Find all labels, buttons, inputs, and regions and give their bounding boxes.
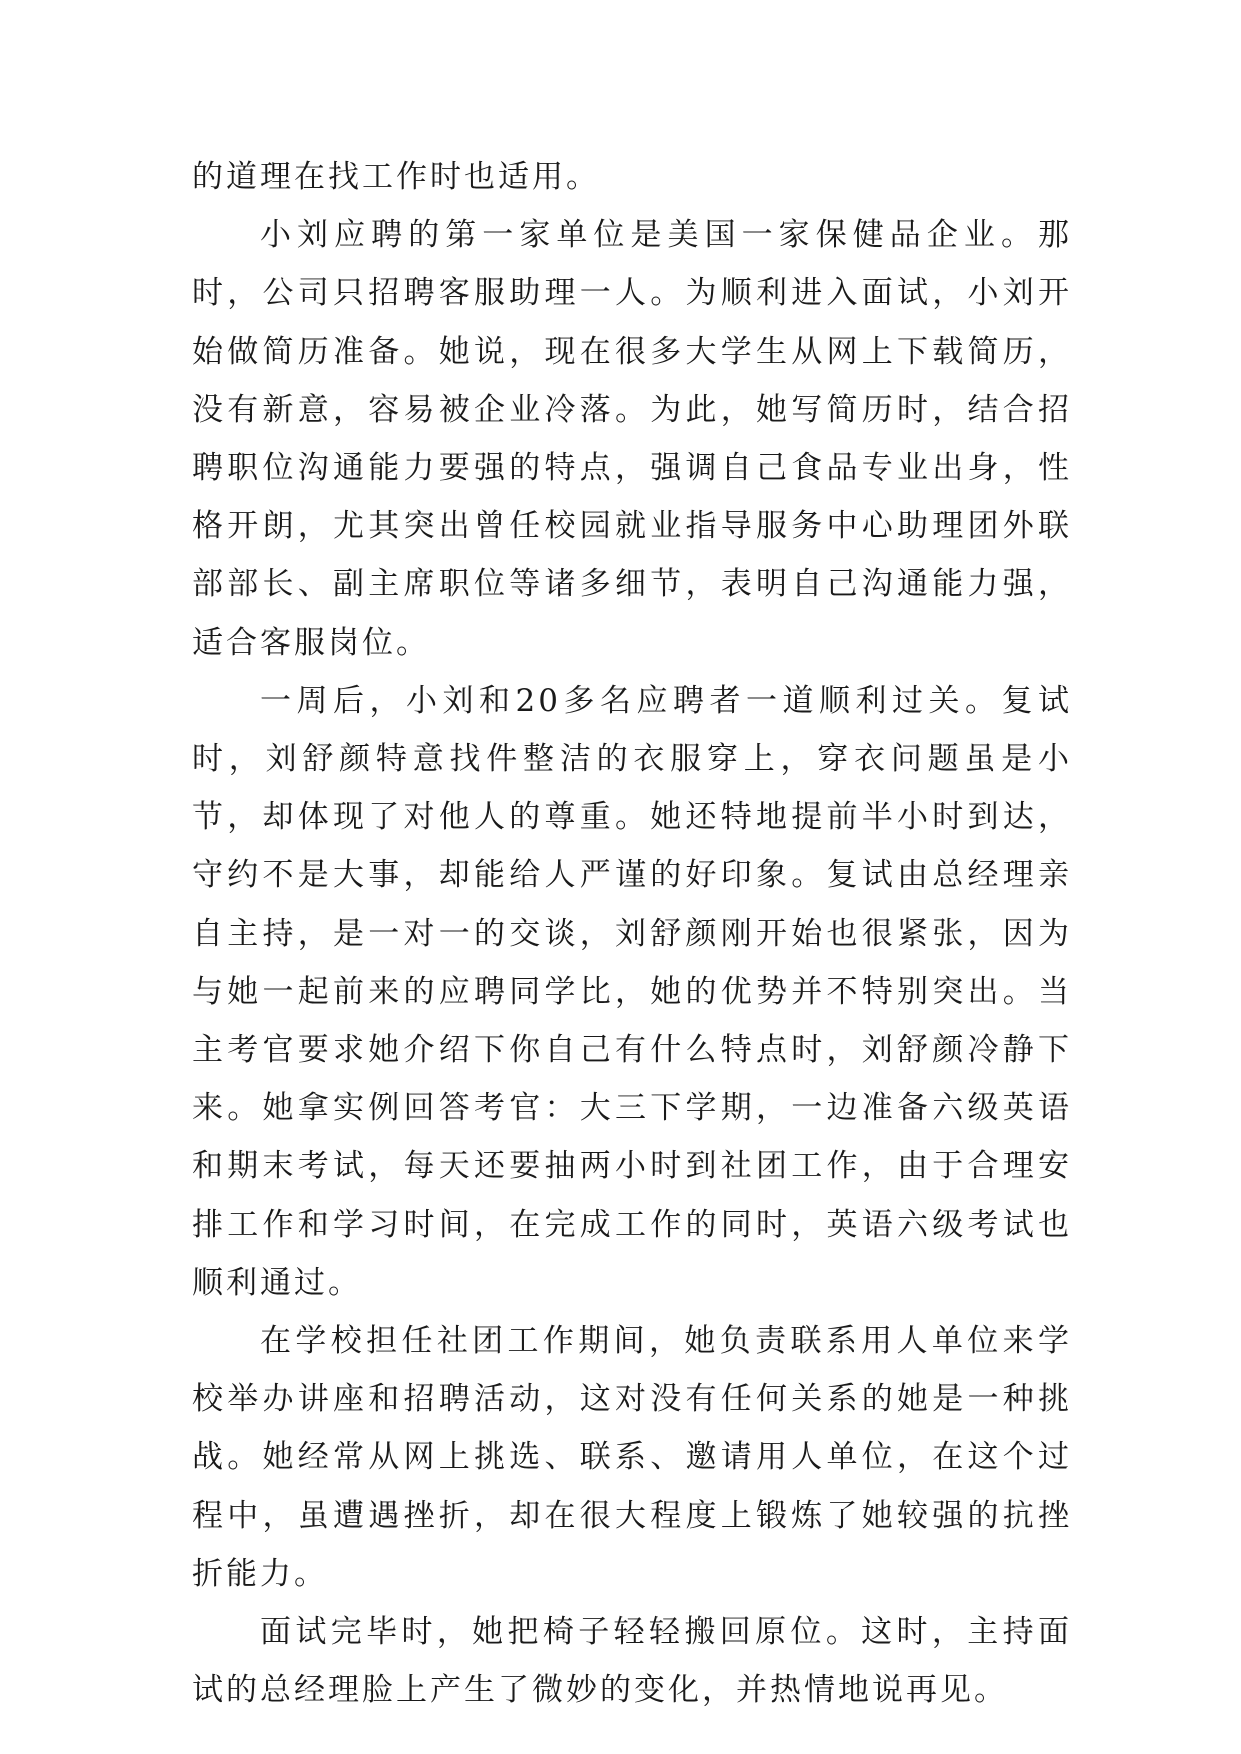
document-body xyxy=(192,148,1072,1719)
paragraph-first-employer: 小刘应聘的第一家单位是美国一家保健品企业。那时，公司只招聘客服助理一人。为顺利进入面试，小刘开始做简历准备。她说，现在很多大学生从网上下载简历，没有新意，容易被企业冷落。为此，她写简历时，结合招聘职位沟通能力要强的特点，强调自己食品专业出身，性格开朗，尤其突出曾任校园就业指导服务中心助理团外联部部长、副主席职位等诸多细节，表明自己沟通能力强，适合客服岗位。 xyxy=(192,217,1072,661)
paragraph-continuation: 的道理在找工作时也适用。 xyxy=(192,159,600,195)
paragraph-interview-end: 面试完毕时，她把椅子轻轻搬回原位。这时，主持面试的总经理脸上产生了微妙的变化，并热情地说再见。 xyxy=(192,1614,1072,1709)
paragraph-second-interview: 一周后，小刘和20多名应聘者一道顺利过关。复试时，刘舒颜特意找件整洁的衣服穿上，穿衣问题虽是小节，却体现了对他人的尊重。她还特地提前半小时到达，守约不是大事，却能给人严谨的好印象。复试由总经理亲自主持，是一对一的交谈，刘舒颜刚开始也很紧张，因为与她一起前来的应聘同学比，她的优势并不特别突出。当主考官要求她介绍下你自己有什么特点时，刘舒颜冷静下来。她拿实例回答考官：大三下学期，一边准备六级英语和期末考试，每天还要抽两小时到社团工作，由于合理安排工作和学习时间，在完成工作的同时，英语六级考试也顺利通过。 xyxy=(192,682,1072,1301)
paragraph-club-work: 在学校担任社团工作期间，她负责联系用人单位来学校举办讲座和招聘活动，这对没有任何关系的她是一种挑战。她经常从网上挑选、联系、邀请用人单位，在这个过程中，虽遭遇挫折，却在很大程度上锻炼了她较强的抗挫折能力。 xyxy=(192,1323,1072,1592)
